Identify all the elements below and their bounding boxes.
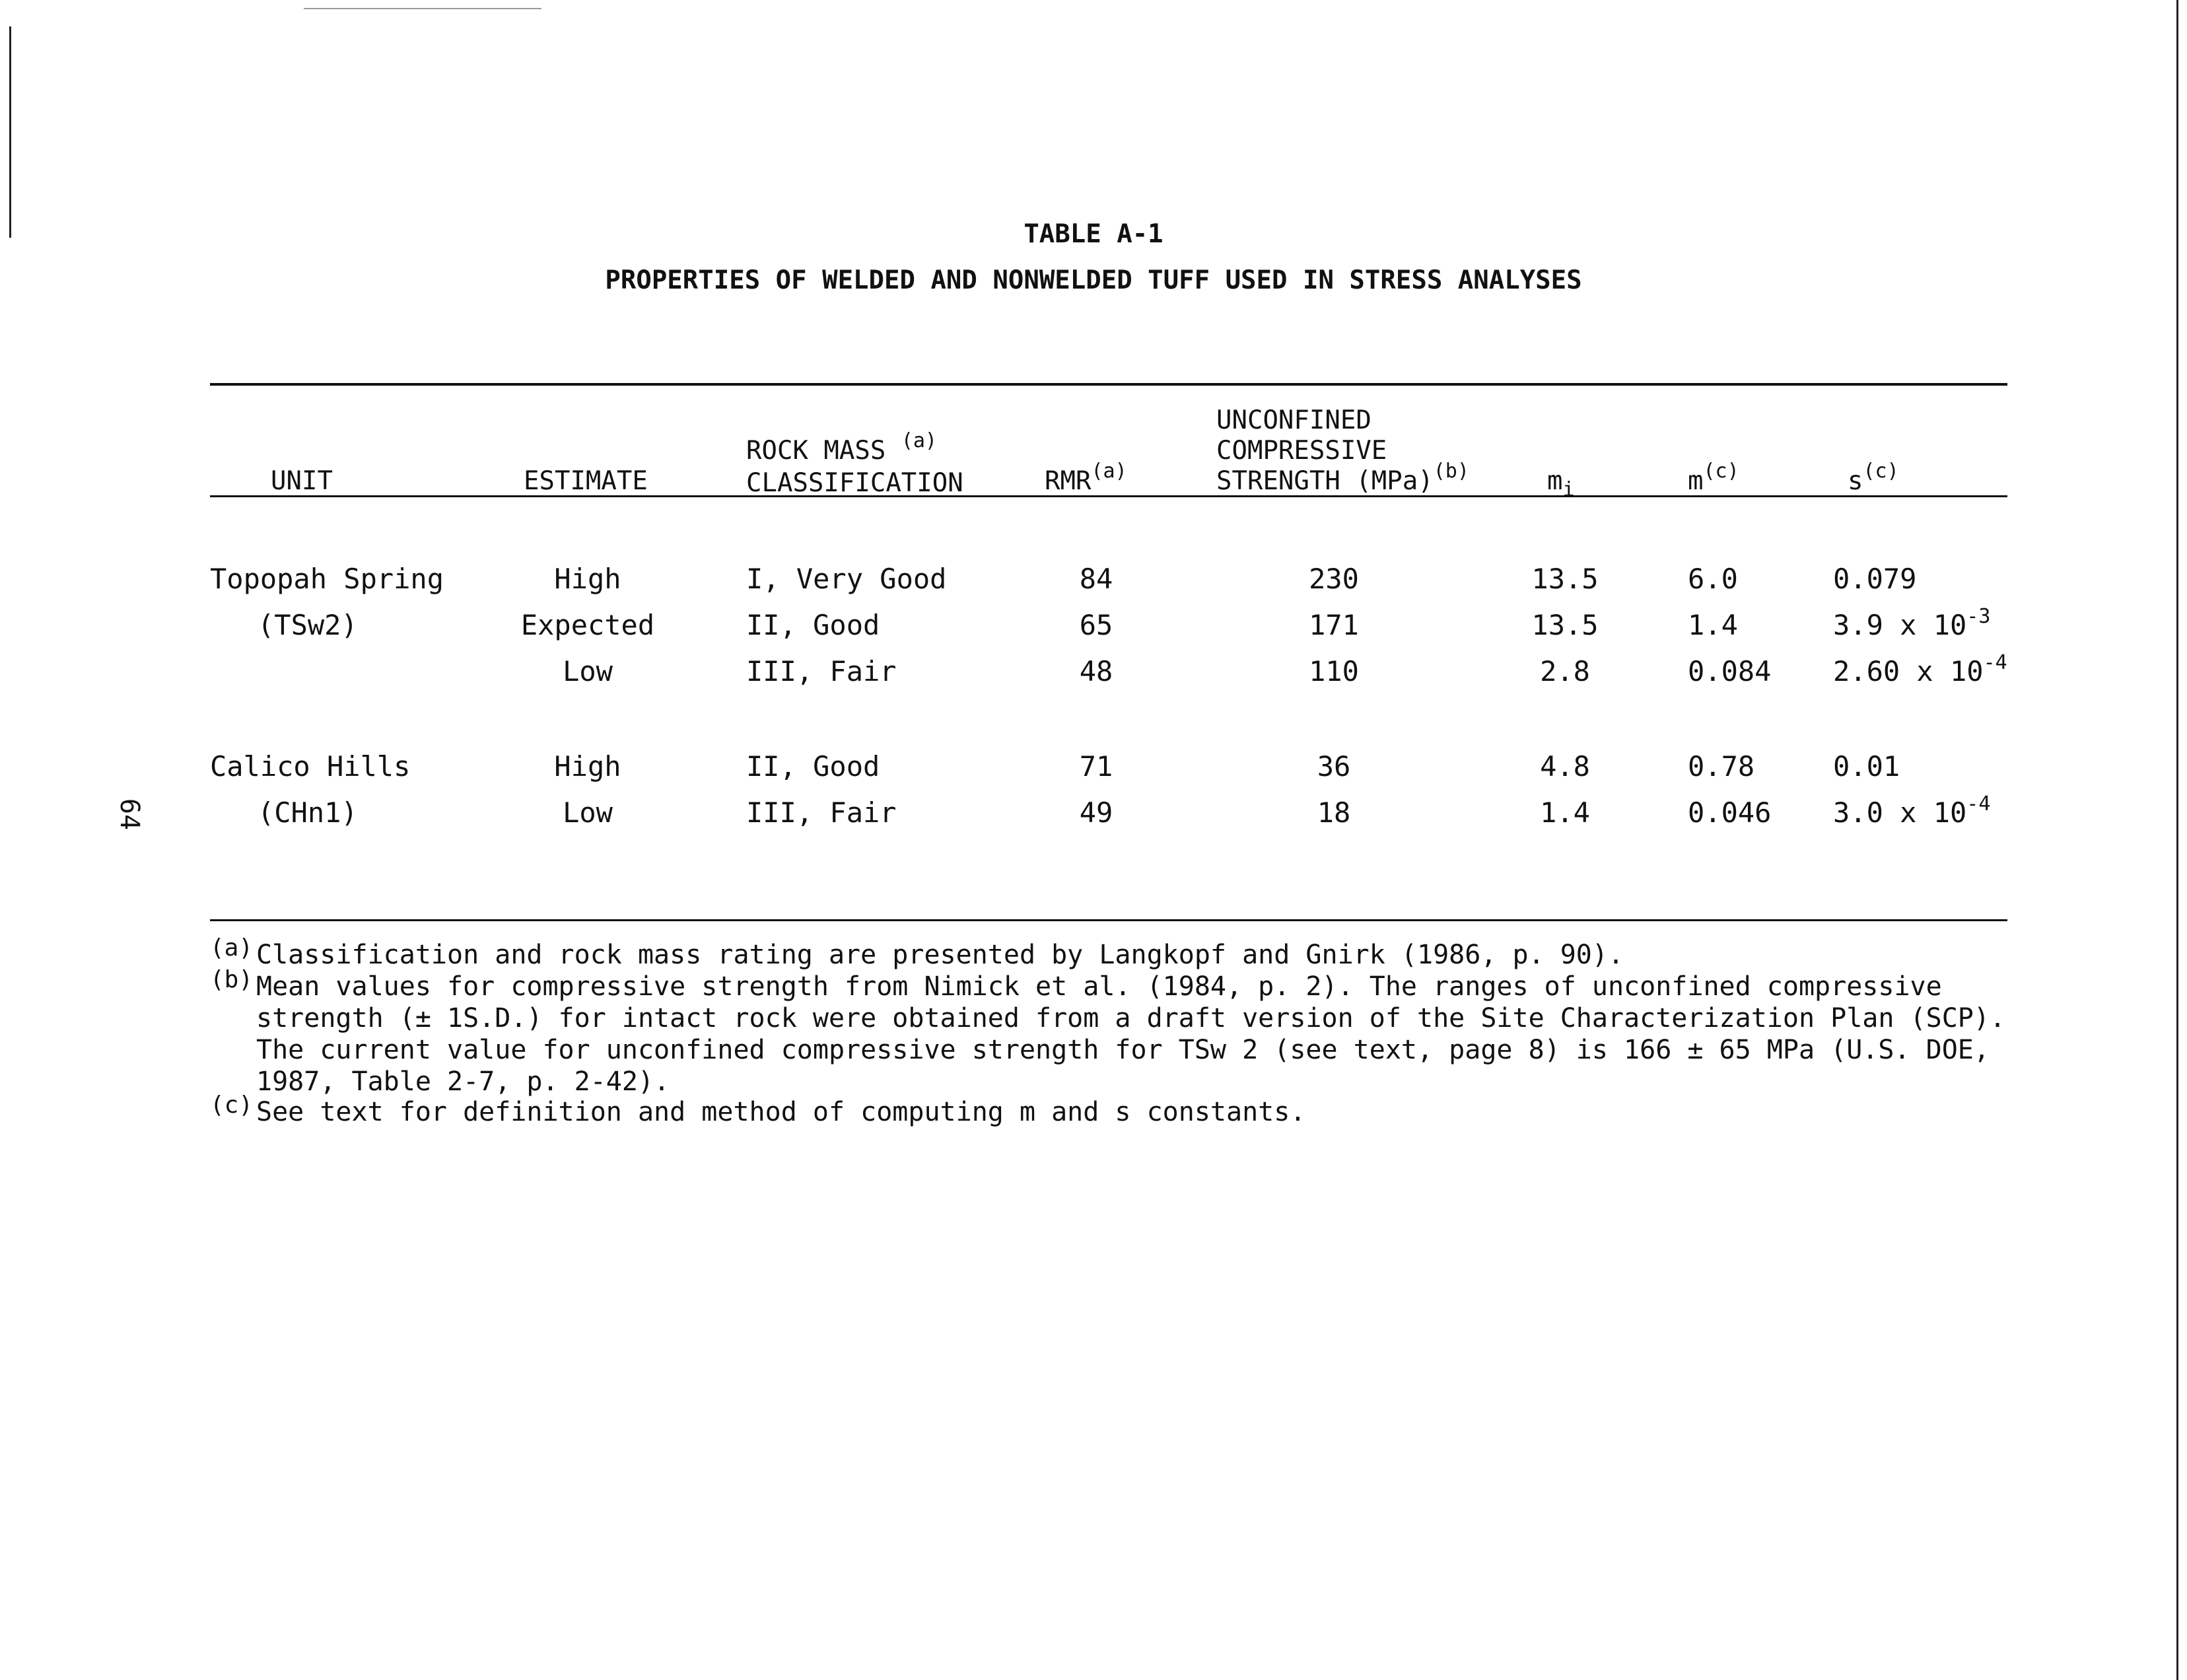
page-number: 64 [114,798,145,831]
header-rock-mass-classification: ROCK MASS $^{(a)}$ CLASSIFICATION [746,429,963,498]
footnote-a: (a) Classification and rock mass rating are presented by Langkopf and Gnirk (1986, p. 90). [210,934,1624,970]
table-number: TABLE A-1 [1024,219,1163,249]
cell-mi: 1.4 [1540,796,1590,829]
cell-unit: Calico Hills [210,750,411,783]
cell-mi: 2.8 [1540,655,1590,687]
header-s: $s^{(c)}$ [1848,460,1899,496]
header-estimate: ESTIMATE [524,466,648,496]
cell-mi: 13.5 [1531,563,1599,595]
footnote-b: (b) Mean values for compressive strength from Nimick et al. (1984, p. 2). The ranges of unconfined compressive strength (± 1S.D.) for intact rock were obtained from a draft version of the Site Characterization Plan (SCP). The current value for unconfined compressive strength for TSw 2 (see text, page 8) is 166 ± 65 MPa (U.S. DOE, 1987, Table 2-7, p. 2-42). [210,966,2006,1097]
cell-rmr: 71 [1079,750,1113,783]
cell-classification: II, Good [746,609,880,641]
cell-mi: 13.5 [1531,609,1599,641]
table-bottom-rule [210,919,2007,921]
cell-s: 0.01 [1833,750,1900,783]
cell-classification: I, Very Good [746,563,947,595]
header-mi: $m_i$ [1547,466,1575,501]
cell-classification: II, Good [746,750,880,783]
cell-s: 3.9 x $10^{-3}$ [1833,605,1991,641]
cell-unit: (TSw2) [258,609,358,641]
scan-artifact-top [304,8,541,9]
cell-ucs: 110 [1309,655,1359,687]
cell-m: 0.78 [1688,750,1755,783]
cell-s: 0.079 [1833,563,1917,595]
footnote-c: (c) See text for definition and method of computing m and s constants. [210,1092,1306,1127]
cell-estimate: High [554,750,621,783]
table-top-rule [210,383,2007,386]
cell-classification: III, Fair [746,655,897,687]
cell-ucs: 171 [1309,609,1359,641]
cell-ucs: 36 [1317,750,1351,783]
cell-estimate: High [554,563,621,595]
header-rmr: RMR$^{(a)}$ [1045,460,1127,496]
cell-ucs: 18 [1317,796,1351,829]
cell-rmr: 48 [1079,655,1113,687]
cell-estimate: Expected [520,609,655,641]
cell-estimate: Low [563,796,613,829]
header-unit: UNIT [271,466,333,496]
cell-m: 0.046 [1688,796,1772,829]
cell-rmr: 84 [1079,563,1113,595]
cell-m: 6.0 [1688,563,1738,595]
cell-mi: 4.8 [1540,750,1590,783]
header-m: $m^{(c)}$ [1688,460,1739,496]
cell-m: 0.084 [1688,655,1772,687]
cell-rmr: 65 [1079,609,1113,641]
cell-unit: Topopah Spring [210,563,444,595]
cell-estimate: Low [563,655,613,687]
cell-m: 1.4 [1688,609,1738,641]
scan-artifact-right-edge [2176,0,2178,1680]
header-unconfined-compressive-strength: UNCONFINED COMPRESSIVE STRENGTH (MPa)$^{(b)}$ [1216,405,1469,496]
cell-unit: (CHn1) [258,796,358,829]
scan-artifact-left-edge [9,26,11,238]
cell-rmr: 49 [1079,796,1113,829]
table-title: PROPERTIES OF WELDED AND NONWELDED TUFF USED IN STRESS ANALYSES [605,265,1582,295]
cell-s: 3.0 x $10^{-4}$ [1833,792,1991,829]
cell-s: 2.60 x $10^{-4}$ [1833,651,2007,687]
cell-ucs: 230 [1309,563,1359,595]
cell-classification: III, Fair [746,796,897,829]
